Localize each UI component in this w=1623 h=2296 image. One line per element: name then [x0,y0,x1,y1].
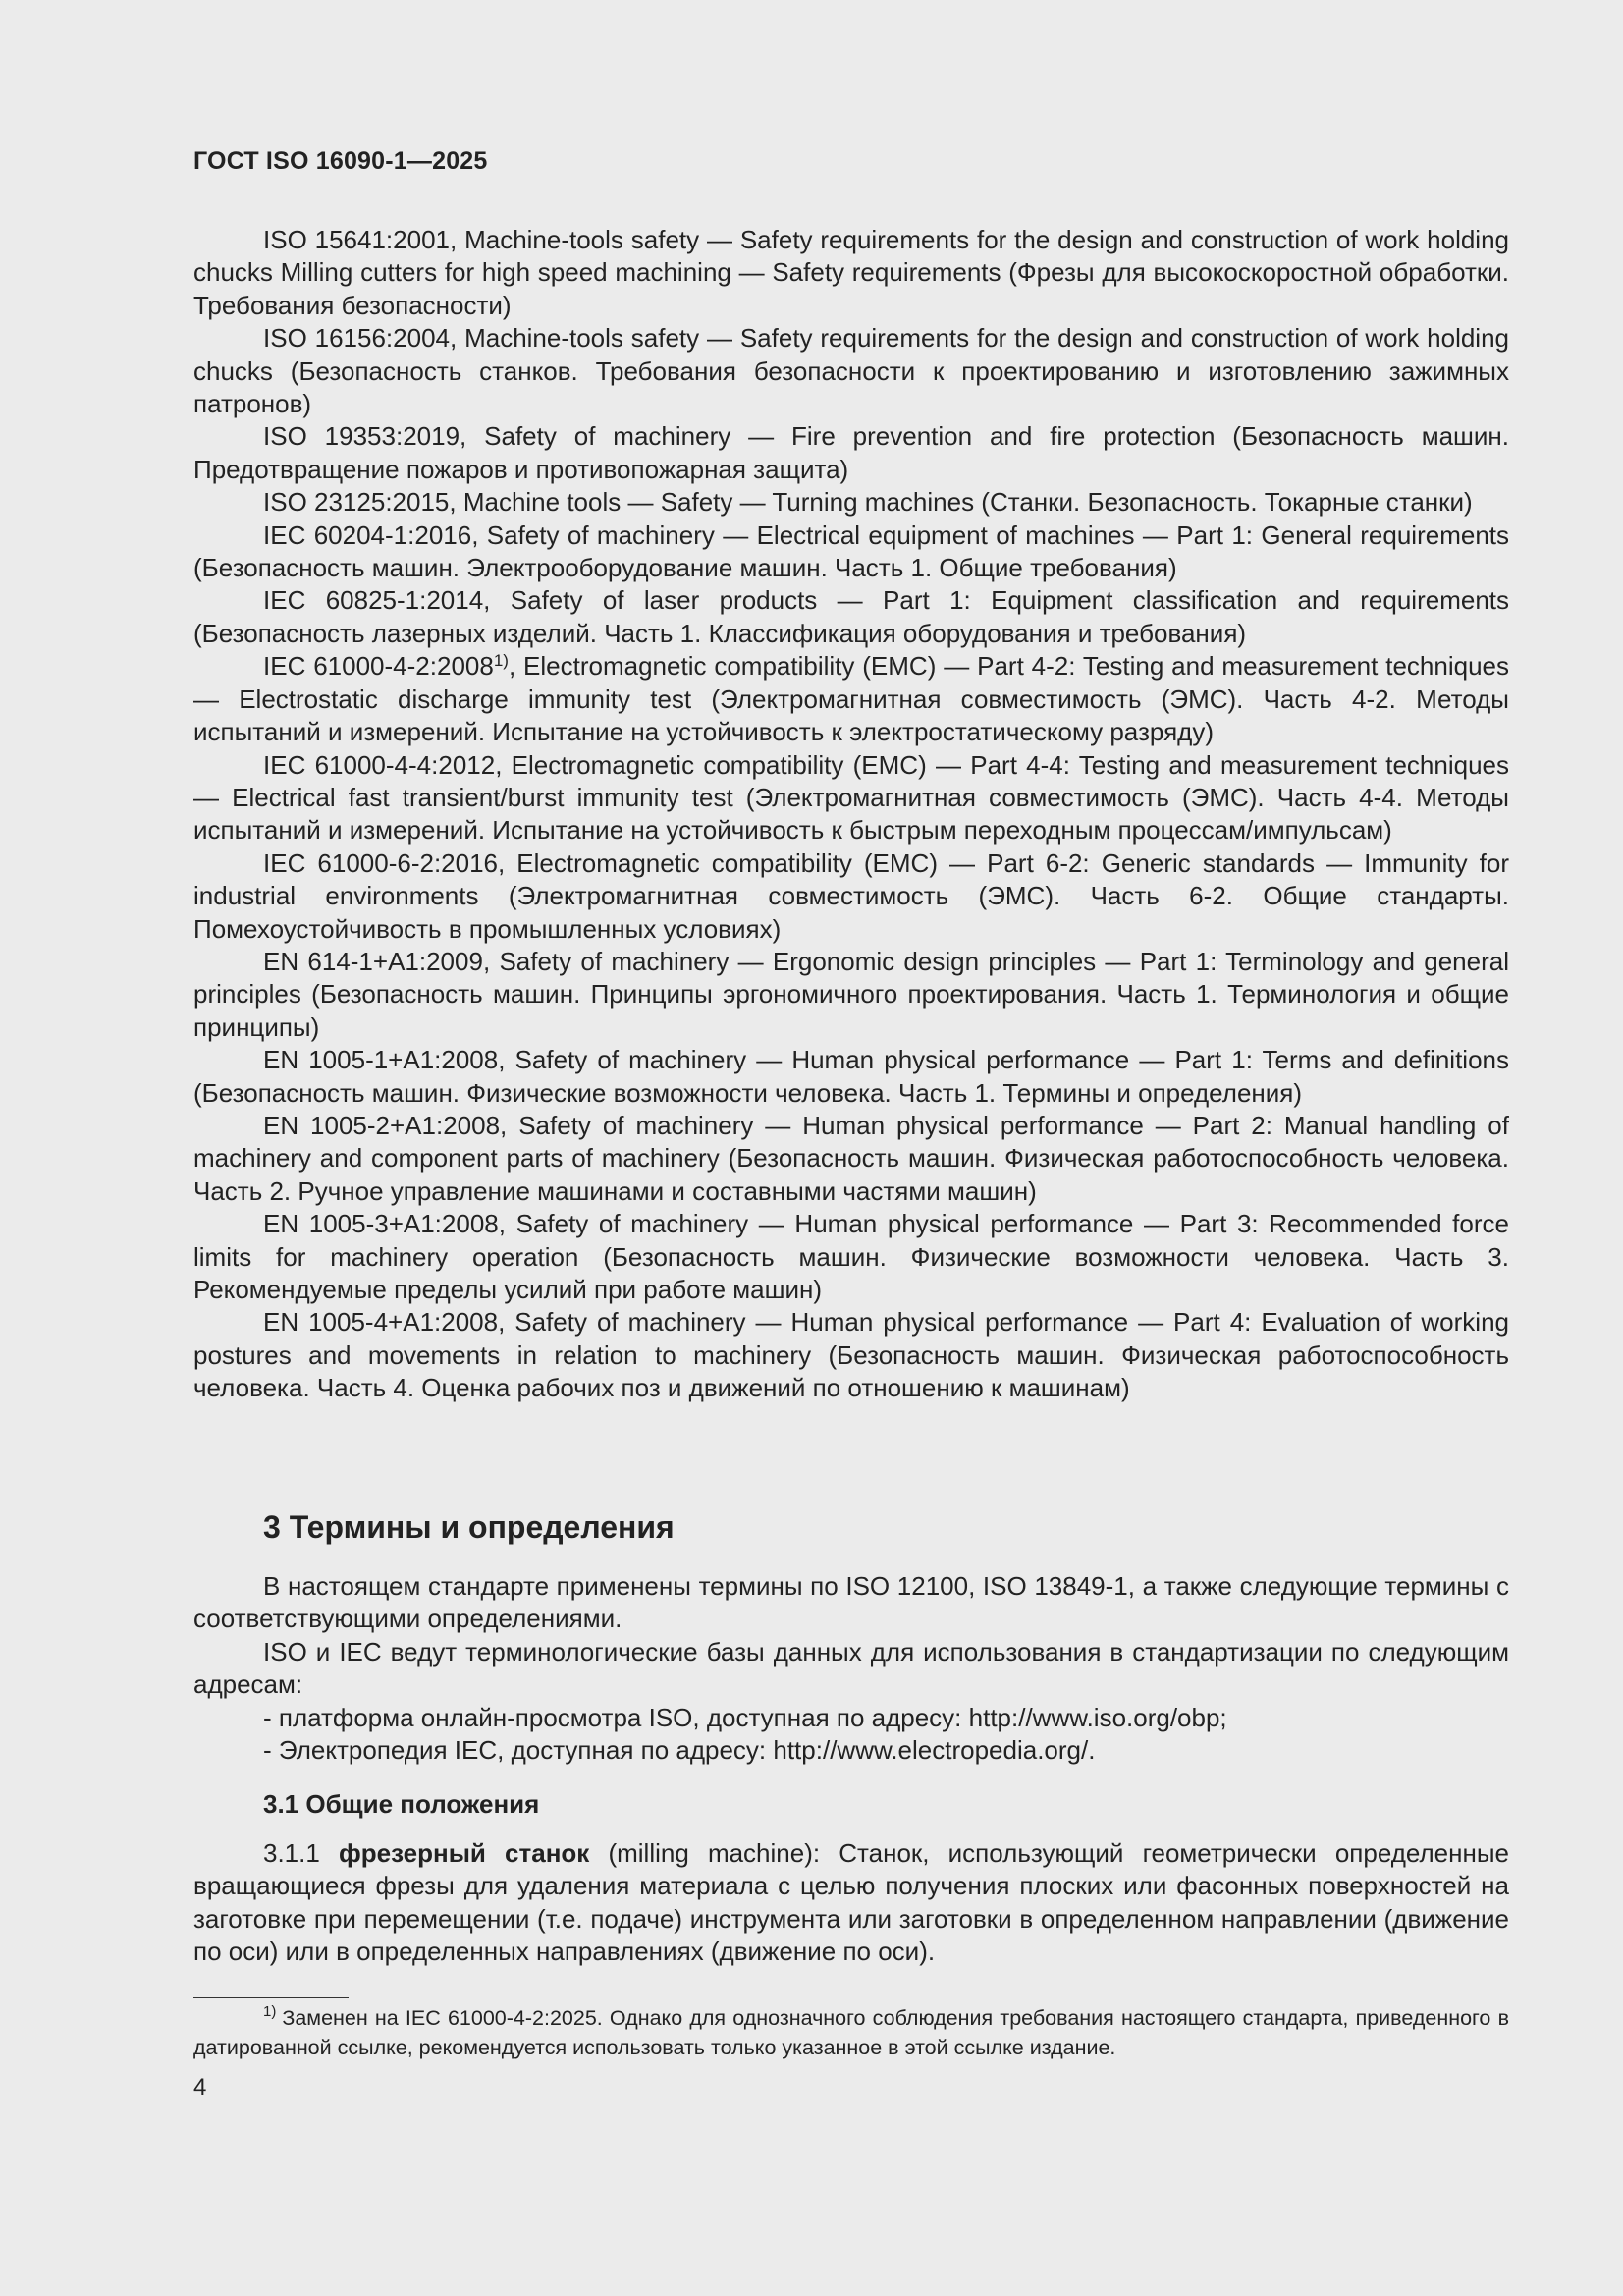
list-item: - Электропедия IEC, доступная по адресу: http://www.electropedia.org/. [263,1735,1096,1766]
term-name: фрезерный станок [338,1838,590,1868]
document-header: ГОСТ ISO 16090-1—2025 [193,147,488,175]
term-text: (milling machine): Станок, использующий геометрически определенные вращающиеся фрезы для удаления материала с целью получения плоских или фасонных поверхностей на заготовке при перемещении (т.е. подаче) инструмента или заготовки в определенном направлении (движение по оси) или в определенных направлениях (движение по оси). [193,1838,1509,1967]
section-heading: 3 Термины и определения [263,1509,675,1545]
footnote-mark: 1) [263,2003,277,2020]
reference-item: ISO 23125:2015, Machine tools — Safety — Turning machines (Станки. Безопасность. Токарные станки) [263,487,1473,518]
reference-item [193,650,1509,748]
reference-item: ISO 16156:2004, Machine-tools safety — Safety requirements for the design and construction of work holding chucks (Безопасность станков. Требования безопасности к проектированию и изготовлению зажимных патронов) [193,323,1509,419]
reference-item: EN 1005-4+A1:2008, Safety of machinery — Human physical performance — Part 4: Evaluation of working postures and movements in relation to machinery (Безопасность машин. Физическая работоспособность человека. Часть 4. Оценка рабочих поз и движений по отношению к машинам) [193,1307,1509,1403]
reference-item: ISO 15641:2001, Machine-tools safety — Safety requirements for the design and construction of work holding chucks Milling cutters for high speed machining — Safety requirements (Фрезы для высокоскоростной обработки. Требования безопасности) [193,225,1509,320]
page-number: 4 [193,2074,207,2101]
reference-item: IEC 60825-1:2014, Safety of laser products — Part 1: Equipment classification and requirements (Безопасность лазерных изделий. Часть 1. Классификация оборудования и требования) [193,585,1509,648]
reference-code: IEC 61000-4-2:2008 [263,651,494,682]
footnote-marker: 1) [493,651,509,671]
footnote [193,2003,1509,2062]
reference-text: , Electromagnetic compatibility (EMC) — Part 4-2: Testing and measurement techniques — Electrostatic discharge immunity test (Электромагнитная совместимость (ЭМС). Часть 4-2. Методы испытаний и измерений. Испытание на устойчивость к электростатическому разряду) [193,651,1510,747]
reference-item: ISO 19353:2019, Safety of machinery — Fire prevention and fire protection (Безопасность машин. Предотвращение пожаров и противопожарная защита) [193,421,1509,484]
footnote-divider [193,1997,349,1998]
footnote-text [193,2003,1509,2062]
term-definition [193,1837,1509,1969]
section-body [193,1570,1509,1767]
subsection-heading: 3.1 Общие положения [263,1789,540,1819]
paragraph: В настоящем стандарте применены термины по ISO 12100, ISO 13849-1, а также следующие термины с соответствующими определениями. [193,1571,1509,1634]
reference-item: IEC 61000-4-4:2012, Electromagnetic compatibility (EMC) — Part 4-4: Testing and measurement techniques — Electrical fast transient/burst immunity test (Электромагнитная совместимость (ЭМС). Часть 4-4. Методы испытаний и измерений. Испытание на устойчивость к быстрым переходным процессам/импульсам) [193,749,1509,846]
term-entry [193,1837,1509,1969]
reference-item: EN 614-1+A1:2009, Safety of machinery — Ergonomic design principles — Part 1: Terminology and general principles (Безопасность машин. Принципы эргономичного проектирования. Часть 1. Терминология и общие принципы) [193,946,1509,1042]
paragraph: ISO и IEC ведут терминологические базы данных для использования в стандартизации по следующим адресам: [193,1636,1509,1700]
reference-item: EN 1005-2+A1:2008, Safety of machinery — Human physical performance — Part 2: Manual handling of machinery and component parts of machinery (Безопасность машин. Физическая работоспособность человека. Часть 2. Ручное управление машинами и составными частями машин) [193,1110,1509,1206]
list-item: - платформа онлайн-просмотра ISO, доступная по адресу: http://www.iso.org/obp; [263,1702,1227,1732]
reference-item: IEC 60204-1:2016, Safety of machinery — Electrical equipment of machines — Part 1: General requirements (Безопасность машин. Электрооборудование машин. Часть 1. Общие требования) [193,519,1509,583]
reference-item: EN 1005-3+A1:2008, Safety of machinery — Human physical performance — Part 3: Recommended force limits for machinery operation (Безопасность машин. Физические возможности человека. Часть 3. Рекомендуемые пределы усилий при работе машин) [193,1209,1509,1304]
footnote-body: Заменен на IEC 61000-4-2:2025. Однако для однозначного соблюдения требования настоящего стандарта, приведенного в датированной ссылке, рекомендуется использовать только указанное в этой ссылке издание. [193,2006,1509,2059]
term-number: 3.1.1 [263,1838,339,1868]
normative-references-list [193,224,1509,1405]
reference-item: IEC 61000-6-2:2016, Electromagnetic compatibility (EMC) — Part 6-2: Generic standards — Immunity for industrial environments (Электромагнитная совместимость (ЭМС). Часть 6-2. Общие стандарты. Помехоустойчивость в промышленных условиях) [193,847,1509,944]
reference-item: EN 1005-1+A1:2008, Safety of machinery — Human physical performance — Part 1: Terms and definitions (Безопасность машин. Физические возможности человека. Часть 1. Термины и определения) [193,1045,1509,1108]
